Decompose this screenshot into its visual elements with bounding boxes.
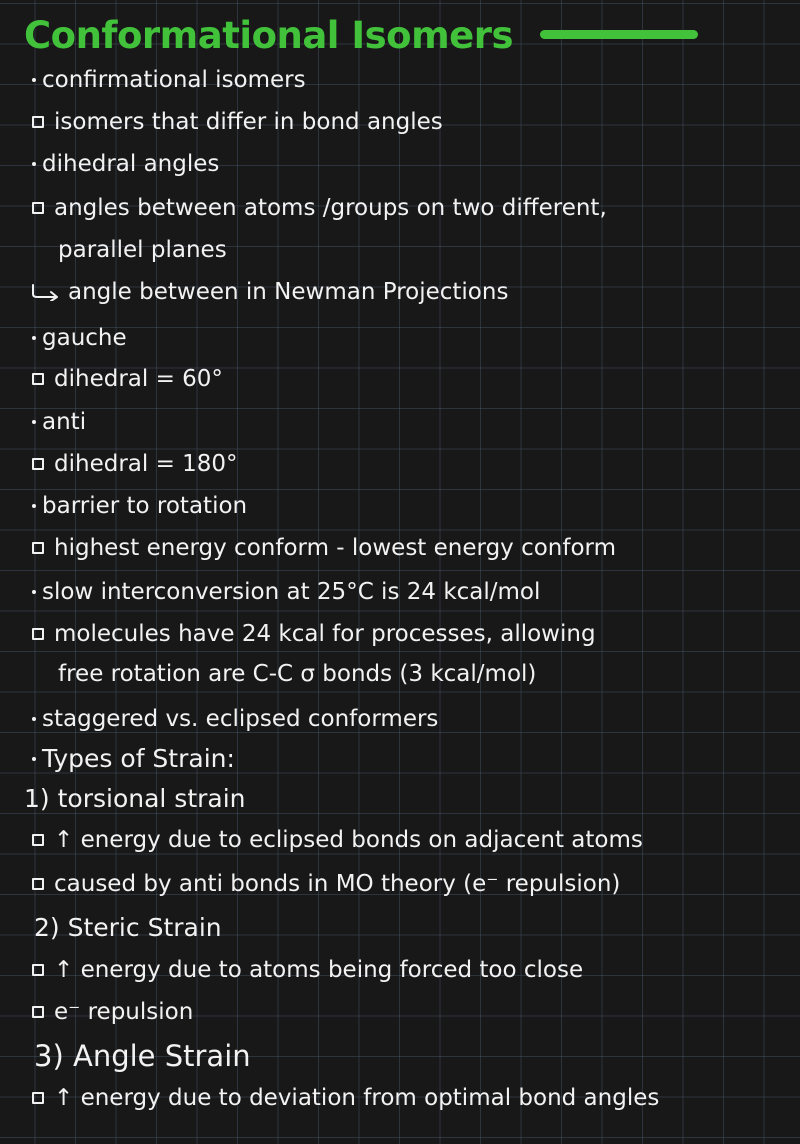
hook-arrow-icon	[30, 283, 60, 301]
bullet-square-icon	[32, 628, 44, 640]
note-line-text: gauche	[42, 325, 127, 351]
note-line	[30, 192, 607, 224]
note-line-text: e⁻ repulsion	[54, 999, 194, 1025]
note-line-text: highest energy conform - lowest energy conform	[54, 535, 617, 561]
note-line	[30, 448, 238, 480]
note-line	[30, 363, 223, 395]
note-line-text: 3) Angle Strain	[34, 1039, 251, 1073]
note-line-text: dihedral angles	[42, 151, 220, 177]
bullet-dot-icon	[32, 757, 36, 761]
note-line	[30, 532, 616, 564]
note-line-text: dihedral = 60°	[54, 366, 223, 392]
note-line	[30, 824, 643, 856]
note-line	[30, 406, 86, 438]
note-line-text: confirmational isomers	[42, 67, 306, 93]
note-line-text: slow interconversion at 25°C is 24 kcal/mol	[42, 579, 541, 605]
bullet-dot-icon	[32, 504, 36, 508]
note-line-text: ↑ energy due to atoms being forced too close	[54, 957, 584, 983]
note-line-text: angle between in Newman Projections	[68, 279, 509, 305]
bullet-dot-icon	[32, 717, 36, 721]
note-line-text: dihedral = 180°	[54, 451, 238, 477]
note-line-text: barrier to rotation	[42, 493, 248, 519]
note-line	[30, 490, 247, 522]
bullet-square-icon	[32, 373, 44, 385]
page-title: Conformational Isomers	[24, 13, 513, 57]
note-line	[30, 1082, 659, 1114]
note-line-text: molecules have 24 kcal for processes, allowing	[54, 621, 596, 647]
note-line-text: 1) torsional strain	[24, 784, 246, 813]
bullet-square-icon	[32, 1092, 44, 1104]
note-line	[30, 703, 438, 735]
bullet-square-icon	[32, 834, 44, 846]
title-row	[24, 10, 513, 60]
note-line	[30, 868, 620, 900]
note-line-text: isomers that differ in bond angles	[54, 109, 443, 135]
note-line-text: ↑ energy due to deviation from optimal bond angles	[54, 1085, 660, 1111]
note-line-text: anti	[42, 409, 87, 435]
note-line	[30, 618, 596, 650]
note-line	[30, 322, 127, 354]
note-line	[30, 276, 508, 308]
bullet-square-icon	[32, 116, 44, 128]
bullet-dot-icon	[32, 336, 36, 340]
note-line	[30, 743, 235, 775]
bullet-square-icon	[32, 878, 44, 890]
note-line	[58, 234, 227, 266]
note-line	[30, 576, 540, 608]
note-line	[58, 658, 536, 690]
note-line	[30, 954, 583, 986]
note-line-text: free rotation are C-C σ bonds (3 kcal/mol)	[58, 661, 537, 687]
bullet-dot-icon	[32, 162, 36, 166]
note-line	[34, 912, 222, 944]
bullet-square-icon	[32, 202, 44, 214]
bullet-dot-icon	[32, 420, 36, 424]
note-line-text: parallel planes	[58, 237, 227, 263]
bullet-square-icon	[32, 964, 44, 976]
note-line	[30, 996, 193, 1028]
bullet-square-icon	[32, 1006, 44, 1018]
bullet-square-icon	[32, 458, 44, 470]
bullet-dot-icon	[32, 78, 36, 82]
note-line	[24, 783, 246, 815]
note-line-text: 2) Steric Strain	[34, 913, 222, 942]
note-line	[30, 64, 306, 96]
note-line	[30, 106, 443, 138]
note-line-text: ↑ energy due to eclipsed bonds on adjacent atoms	[54, 827, 643, 853]
bullet-dot-icon	[32, 590, 36, 594]
title-underline	[540, 30, 698, 39]
bullet-square-icon	[32, 542, 44, 554]
note-line-text: Types of Strain:	[42, 744, 235, 773]
note-line	[34, 1036, 251, 1076]
note-line-text: staggered vs. eclipsed conformers	[42, 706, 439, 732]
note-line-text: caused by anti bonds in MO theory (e⁻ repulsion)	[54, 871, 621, 897]
note-line	[30, 148, 219, 180]
note-line-text: angles between atoms /groups on two different,	[54, 195, 607, 221]
